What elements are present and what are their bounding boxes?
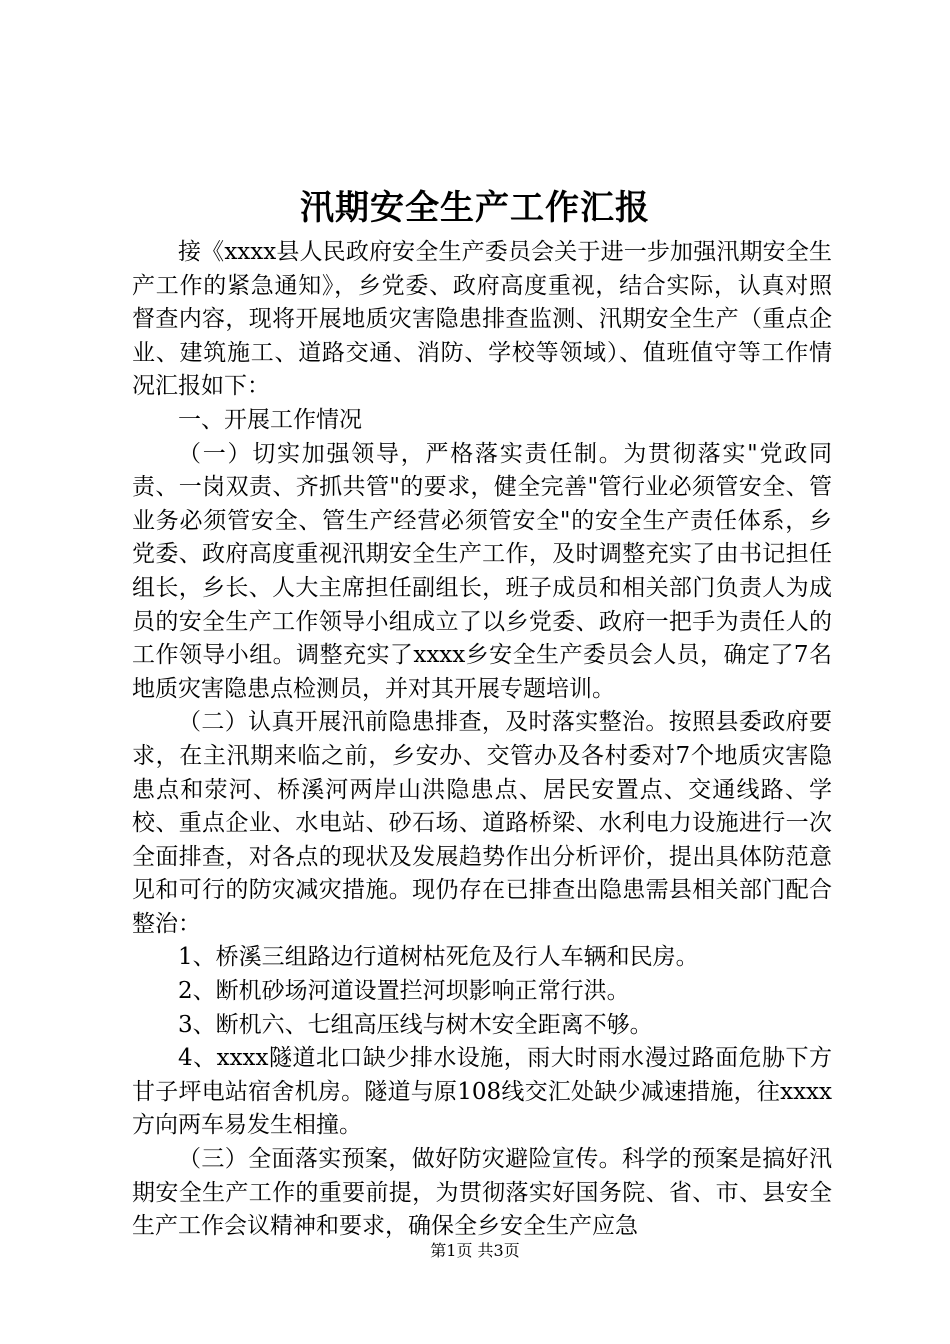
subsection-3-paragraph: （三）全面落实预案，做好防灾避险宣传。科学的预案是搞好汛期安全生产工作的重要前提，为贯彻落实好国务院、省、市、县安全生产工作会议精神和要求，确保全乡安全生产应急 bbox=[132, 1146, 832, 1240]
page-footer: 第1页 共3页 bbox=[430, 1241, 520, 1260]
subsection-1-paragraph: （一）切实加强领导，严格落实责任制。为贯彻落实"党政同责、一岗双责、齐抓共管"的要求，健全完善"管行业必须管安全、管业务必须管安全、管生产经营必须管安全"的安全生产责任体系，乡党委、政府高度重视汛期安全生产工作，及时调整充实了由书记担任组长，乡长、人大主席担任副组长，班子成员和相关部门负责人为成员的安全生产工作领导小组成立了以乡党委、政府一把手为责任人的工作领导小组。调整充实了xxxx乡安全生产委员会人员，确定了7名地质灾害隐患点检测员，并对其开展专题培训。 bbox=[132, 440, 832, 702]
list-item-4: 4、xxxx隧道北口缺少排水设施，雨大时雨水漫过路面危胁下方甘子坪电站宿舍机房。隧道与原108线交汇处缺少减速措施，往xxxx方向两车易发生相撞。 bbox=[132, 1045, 832, 1139]
intro-paragraph: 接《xxxx县人民政府安全生产委员会关于进一步加强汛期安全生产工作的紧急通知》，乡党委、政府高度重视，结合实际，认真对照督查内容，现将开展地质灾害隐患排查监测、汛期安全生产（重点企业、建筑施工、道路交通、消防、学校等领域）、值班值守等工作情况汇报如下： bbox=[132, 239, 832, 400]
section-heading-1: 一、开展工作情况 bbox=[178, 406, 362, 433]
list-item-2: 2、断机砂场河道设置拦河坝影响正常行洪。 bbox=[178, 978, 630, 1005]
list-item-3: 3、断机六、七组高压线与树木安全距离不够。 bbox=[178, 1011, 653, 1038]
document-title: 汛期安全生产工作汇报 bbox=[300, 188, 650, 228]
subsection-2-paragraph: （二）认真开展汛前隐患排查，及时落实整治。按照县委政府要求，在主汛期来临之前，乡安办、交管办及各村委对7个地质灾害隐患点和荥河、桥溪河两岸山洪隐患点、居民安置点、交通线路、学校、重点企业、水电站、砂石场、道路桥梁、水利电力设施进行一次全面排查，对各点的现状及发展趋势作出分析评价，提出具体防范意见和可行的防灾减灾措施。现仍存在已排查出隐患需县相关部门配合整治： bbox=[132, 709, 832, 937]
document-body bbox=[132, 236, 832, 1244]
list-item-1: 1、桥溪三组路边行道树枯死危及行人车辆和民房。 bbox=[178, 944, 699, 971]
